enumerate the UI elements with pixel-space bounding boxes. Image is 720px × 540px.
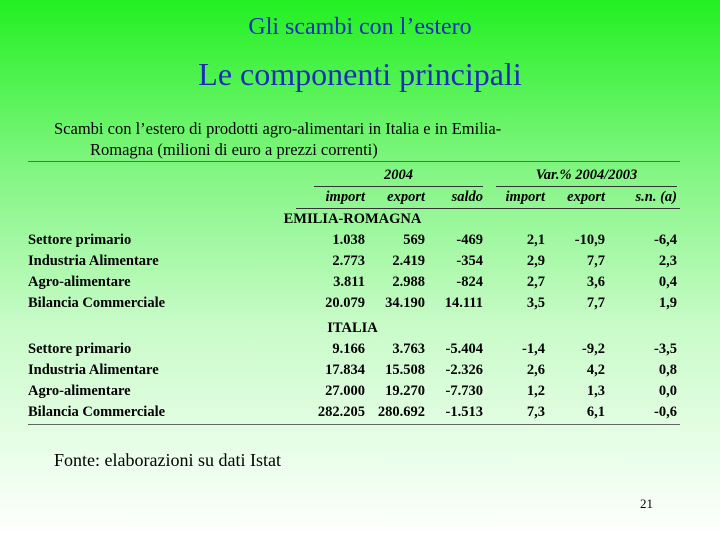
cell: 2.419 bbox=[392, 253, 425, 269]
cell: 2,3 bbox=[658, 253, 677, 269]
cell: -3,5 bbox=[654, 341, 677, 357]
cell: 0,4 bbox=[658, 274, 677, 290]
page-number: 21 bbox=[640, 496, 653, 511]
section-title: EMILIA-ROMAGNA bbox=[283, 211, 422, 227]
header-group-row bbox=[28, 165, 680, 187]
cell: 2,9 bbox=[526, 253, 545, 269]
cell: -0,6 bbox=[654, 404, 677, 420]
cell: 7,7 bbox=[586, 295, 605, 311]
cell: 7,3 bbox=[526, 404, 545, 420]
cell: 2,6 bbox=[526, 362, 545, 378]
cell: -824 bbox=[456, 274, 483, 290]
cell: 6,1 bbox=[586, 404, 605, 420]
col-header: export bbox=[368, 187, 428, 209]
section-header-row bbox=[28, 314, 680, 339]
cell: -1.513 bbox=[445, 404, 483, 420]
col-header: import bbox=[486, 187, 548, 209]
table-row bbox=[28, 293, 680, 314]
row-label: Industria Alimentare bbox=[28, 362, 159, 378]
cell: 34.190 bbox=[385, 295, 425, 311]
cell: -469 bbox=[456, 232, 483, 248]
cell: 3,5 bbox=[526, 295, 545, 311]
cell: 0,8 bbox=[658, 362, 677, 378]
table-row bbox=[28, 230, 680, 251]
cell: -6,4 bbox=[654, 232, 677, 248]
header-columns-row bbox=[28, 187, 680, 209]
col-header: s.n. (a) bbox=[608, 187, 680, 209]
cell: 4,2 bbox=[586, 362, 605, 378]
caption-line-1: Scambi con l’estero di prodotti agro-alimentari in Italia e in Emilia- bbox=[54, 119, 502, 138]
cell: 569 bbox=[403, 232, 425, 248]
row-label: Settore primario bbox=[28, 232, 132, 248]
cell: 1.038 bbox=[332, 232, 365, 248]
cell: -5.404 bbox=[445, 341, 483, 357]
col-header: saldo bbox=[428, 187, 486, 209]
cell: -9,2 bbox=[582, 341, 605, 357]
row-label: Settore primario bbox=[28, 341, 132, 357]
cell: 280.692 bbox=[377, 404, 425, 420]
cell: -2.326 bbox=[445, 362, 483, 378]
cell: 17.834 bbox=[325, 362, 365, 378]
source-note: Fonte: elaborazioni su dati Istat bbox=[54, 450, 281, 470]
cell: 15.508 bbox=[385, 362, 425, 378]
section-title: ITALIA bbox=[327, 320, 378, 336]
table-bottom-rule bbox=[28, 424, 680, 425]
cell: -354 bbox=[456, 253, 483, 269]
cell: 14.111 bbox=[444, 295, 483, 311]
cell: 7,7 bbox=[586, 253, 605, 269]
table-caption bbox=[54, 118, 654, 160]
row-label: Bilancia Commerciale bbox=[28, 295, 166, 311]
row-label: Agro-alimentare bbox=[28, 274, 131, 290]
cell: 3.763 bbox=[392, 341, 425, 357]
caption-line-2: Romagna (milioni di euro a prezzi correnti) bbox=[90, 140, 378, 159]
row-label: Industria Alimentare bbox=[28, 253, 159, 269]
cell: -7.730 bbox=[445, 383, 483, 399]
section-header-row bbox=[28, 209, 680, 231]
cell: 1,2 bbox=[526, 383, 545, 399]
cell: 1,9 bbox=[658, 295, 677, 311]
table-row bbox=[28, 360, 680, 381]
cell: 20.079 bbox=[325, 295, 365, 311]
cell: 3.811 bbox=[333, 274, 365, 290]
slide-subtitle: Gli scambi con l’estero bbox=[248, 14, 472, 40]
cell: 19.270 bbox=[385, 383, 425, 399]
row-label: Bilancia Commerciale bbox=[28, 404, 166, 420]
trade-table bbox=[28, 165, 680, 423]
cell: 2,7 bbox=[526, 274, 545, 290]
group-2004-header: 2004 bbox=[314, 165, 483, 187]
cell: 27.000 bbox=[325, 383, 365, 399]
cell: 2.773 bbox=[332, 253, 365, 269]
table-row bbox=[28, 272, 680, 293]
col-header: export bbox=[548, 187, 608, 209]
cell: 0,0 bbox=[658, 383, 677, 399]
cell: 3,6 bbox=[586, 274, 605, 290]
cell: 9.166 bbox=[332, 341, 365, 357]
table-row bbox=[28, 402, 680, 423]
cell: 282.205 bbox=[317, 404, 365, 420]
slide-title: Le componenti principali bbox=[198, 56, 522, 92]
cell: 2.988 bbox=[392, 274, 425, 290]
table-row bbox=[28, 251, 680, 272]
table-row bbox=[28, 339, 680, 360]
caption-divider bbox=[28, 161, 680, 162]
cell: -1,4 bbox=[522, 341, 545, 357]
table-row bbox=[28, 381, 680, 402]
cell: 1,3 bbox=[586, 383, 605, 399]
group-var-header: Var.% 2004/2003 bbox=[496, 165, 677, 187]
col-header: import bbox=[296, 187, 368, 209]
cell: -10,9 bbox=[574, 232, 605, 248]
row-label: Agro-alimentare bbox=[28, 383, 131, 399]
cell: 2,1 bbox=[526, 232, 545, 248]
